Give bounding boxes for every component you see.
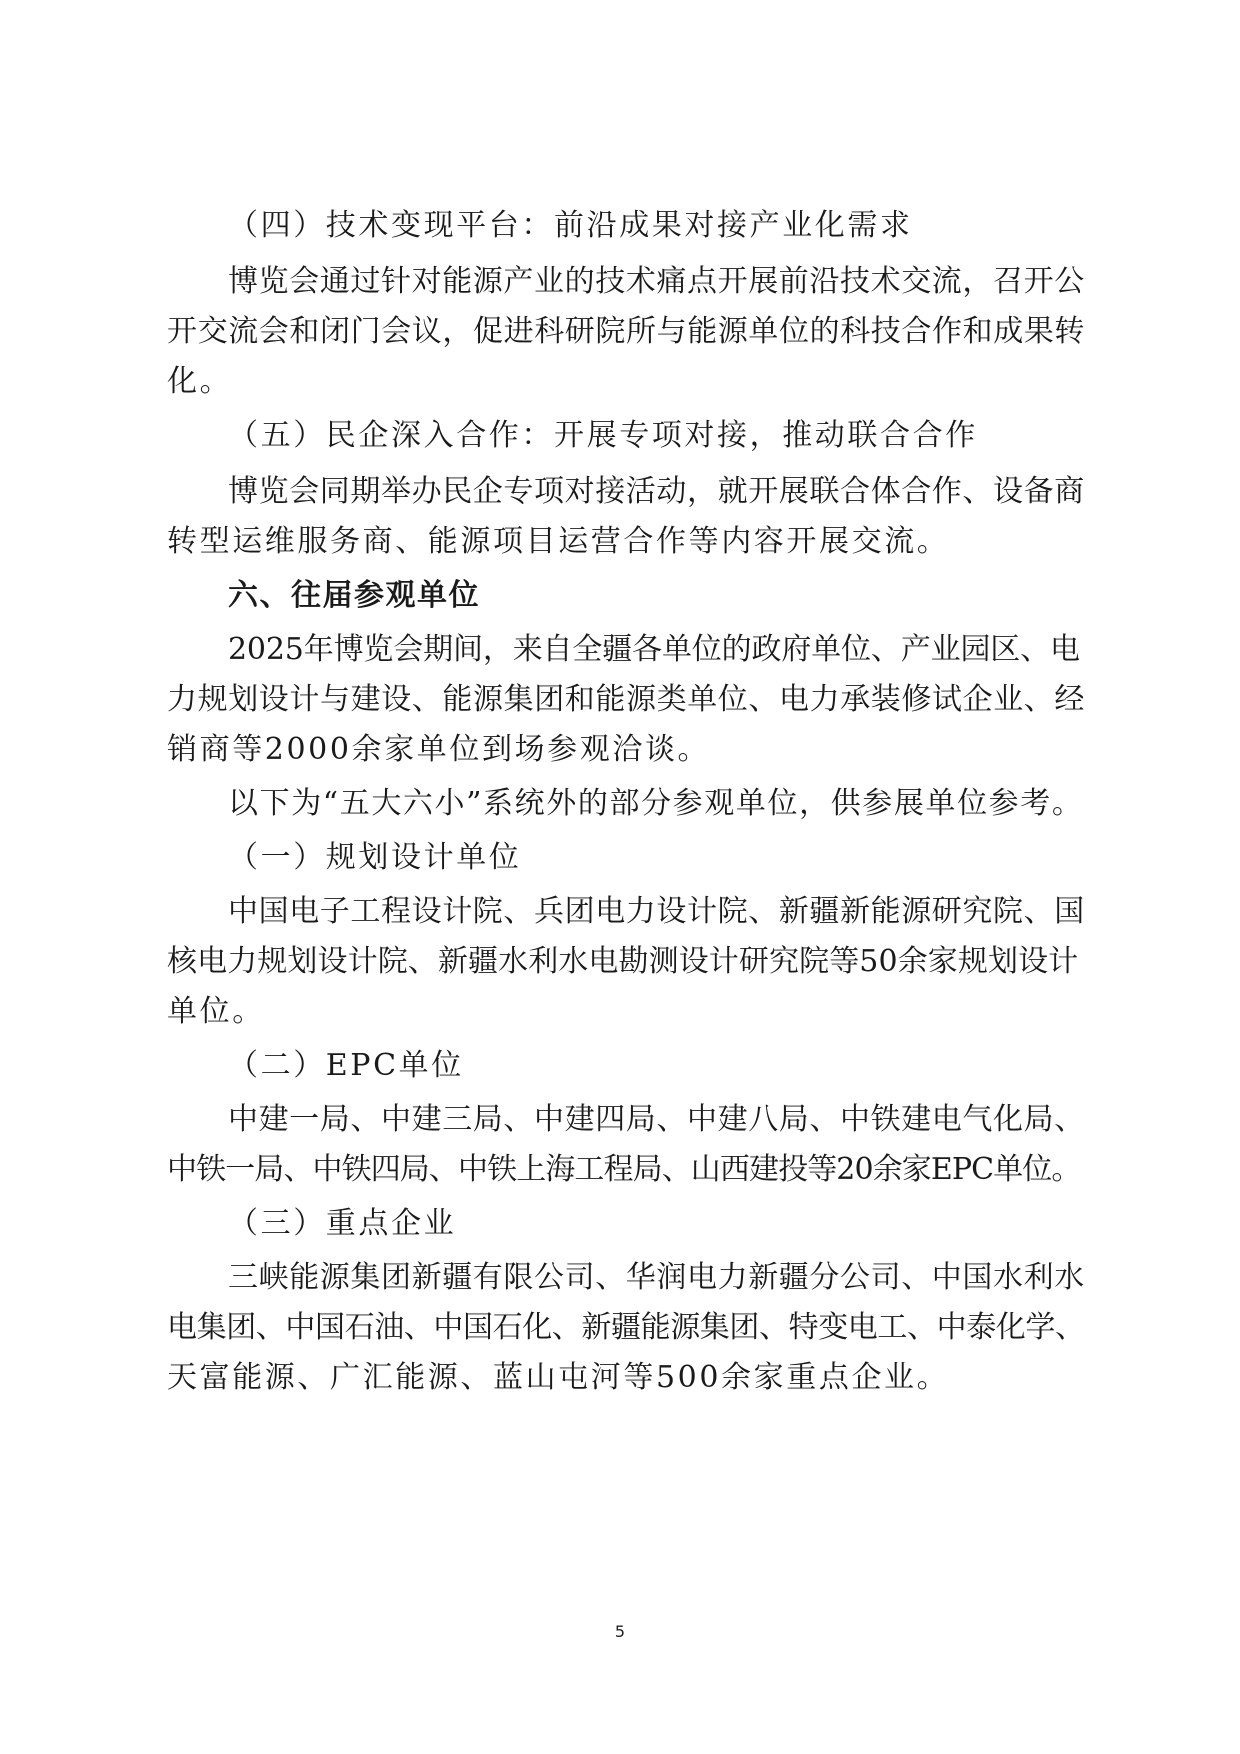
subsection-3-paragraph-line-3: 天富能源、广汇能源、蓝山屯河等500余家重点企业。 [167, 1360, 950, 1395]
section-4-paragraph-line-3: 化。 [167, 364, 233, 399]
section-5-title: （五）民企深入合作：开展专项对接，推动联合合作 [228, 418, 978, 453]
subsection-2-paragraph-line-1: 中建一局、中建三局、中建四局、中建八局、中铁建电气化局、 [228, 1102, 1085, 1137]
subsection-1-paragraph-line-2: 核电力规划设计院、新疆水利水电勘测设计研究院等50余家规划设计 [167, 944, 1079, 979]
section-6-paragraph-line-2: 力规划设计与建设、能源集团和能源类单位、电力承装修试企业、经 [167, 682, 1085, 717]
section-6-paragraph-line-1: 2025年博览会期间，来自全疆各单位的政府单位、产业园区、电 [228, 632, 1080, 667]
section-6-paragraph-line-3: 销商等2000余家单位到场参观洽谈。 [167, 732, 711, 767]
subsection-2-title: （二）EPC单位 [228, 1048, 464, 1083]
section-6-note: 以下为“五大六小”系统外的部分参观单位，供参展单位参考。 [228, 786, 1084, 821]
section-4-paragraph-line-2: 开交流会和闭门会议，促进科研院所与能源单位的科技合作和成果转 [167, 314, 1085, 349]
section-4-paragraph-line-1: 博览会通过针对能源产业的技术痛点开展前沿技术交流，召开公 [228, 264, 1085, 299]
subsection-2-paragraph-line-2: 中铁一局、中铁四局、中铁上海工程局、山西建投等20余家EPC单位。 [167, 1152, 1081, 1187]
subsection-3-title: （三）重点企业 [228, 1206, 457, 1241]
subsection-3-paragraph-line-1: 三峡能源集团新疆有限公司、华润电力新疆分公司、中国水利水 [228, 1260, 1085, 1295]
subsection-1-paragraph-line-1: 中国电子工程设计院、兵团电力设计院、新疆新能源研究院、国 [228, 894, 1085, 929]
subsection-1-paragraph-line-3: 单位。 [167, 994, 265, 1029]
section-5-paragraph-line-1: 博览会同期举办民企专项对接活动，就开展联合体合作、设备商 [228, 474, 1085, 509]
subsection-3-paragraph-line-2: 电集团、中国石油、中国石化、新疆能源集团、特变电工、中泰化学、 [167, 1310, 1085, 1345]
section-6-heading: 六、往届参观单位 [228, 578, 480, 613]
section-5-paragraph-line-2: 转型运维服务商、能源项目运营合作等内容开展交流。 [167, 524, 950, 559]
subsection-1-title: （一）规划设计单位 [228, 840, 522, 875]
section-4-title: （四）技术变现平台：前沿成果对接产业化需求 [228, 208, 913, 243]
page-number: 5 [614, 1622, 626, 1641]
